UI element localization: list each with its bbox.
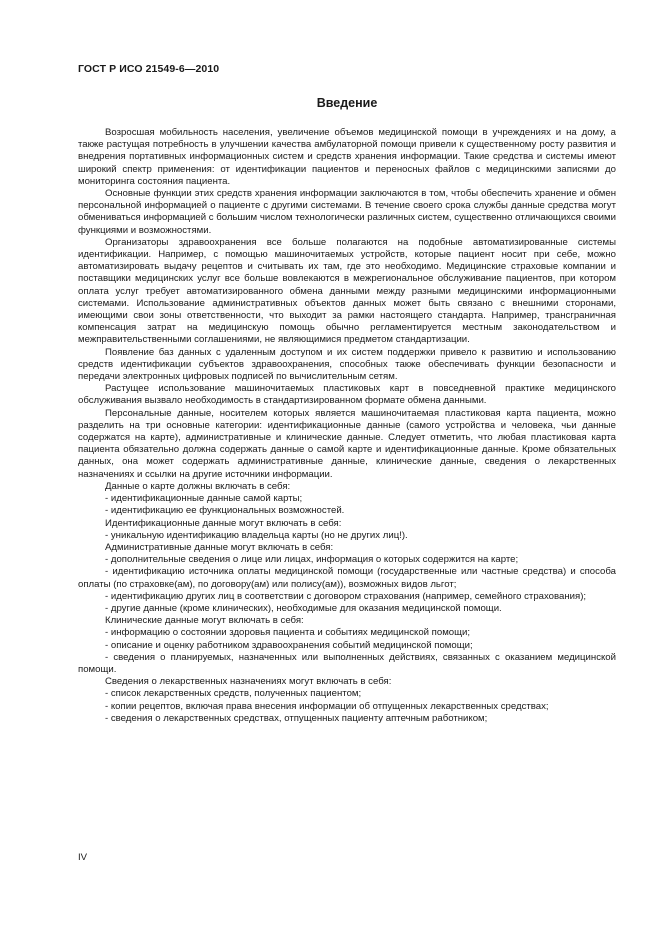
paragraph: Растущее использование машиночитаемых пластиковых карт в повседневной практике медицинского обслуживания вызвало необходимость в стандартизированном формате обмена данными.	[78, 383, 616, 407]
list-item: - копии рецептов, включая права внесения информации об отпущенных лекарственных средствах;	[105, 700, 549, 712]
paragraph: Персональные данные, носителем которых является машиночитаемая пластиковая карта пациента, можно разделить на три основные категории: идентификационные данные (самого устройства и человека, чьи данные содержатся на карте), административные и клинические данные. Следует отметить, что любая пластиковая карта пациента обязательно должна содержать данные о самой карте и идентификационные данные. Кроме обязательных данных, она может содержать административные данные, клинические данные, сведения о лекарственных назначениях и ссылки на другие источники информации.	[78, 407, 616, 480]
list-intro: Клинические данные могут включать в себя:	[105, 615, 304, 627]
list-item: - описание и оценку работником здравоохранения событий медицинской помощи;	[105, 639, 473, 651]
paragraph: Организаторы здравоохранения все больше полагаются на подобные автоматизированные системы идентификации. Например, с помощью машиночитаемых устройств, которые пациент носит при себе, можно автоматизировать выдачу рецептов и считывать их там, где это необходимо. Медицинские страховые компании и поставщики медицинских услуг все больше вовлекаются в межрегиональное обслуживание пациентов, при котором оплата услуг требует автоматизированного обмена данными между разными медицинскими информационными системами. Использование административных объектов данных может быть связано с внешними сторонами, имеющими свои зоны ответственности, что выходит за рамки настоящего стандарта. Например, трансграничная компенсация затрат на медицинскую помощь обычно регламентируется местным законодательством и межправительственными соглашениями, не являющимися предметом стандартизации.	[78, 236, 616, 346]
list-item: - идентификационные данные самой карты;	[105, 493, 303, 505]
list-item: - сведения о лекарственных средствах, отпущенных пациенту аптечным работником;	[105, 712, 488, 724]
paragraph: Основные функции этих средств хранения информации заключаются в том, чтобы обеспечить хранение и обмен персональной информацией о пациенте с другими системами. В течение своего срока службы данные средства могут обмениваться информацией с большим числом технологически различных систем, существенно отличающихся своими функциями и возможностями.	[78, 188, 616, 236]
list-item: - список лекарственных средств, полученных пациентом;	[105, 688, 362, 700]
list-item: - сведения о планируемых, назначенных или выполненных действиях, связанных с оказанием медицинской помощи.	[78, 651, 616, 675]
list-item: - идентификацию источника оплаты медицинской помощи (государственные или частные средства) и способа оплаты (по страховке(ам), по договору(ам) или полису(ам)), возможных видов льгот;	[78, 566, 616, 590]
list-item: - другие данные (кроме клинических), необходимые для оказания медицинской помощи.	[105, 602, 502, 614]
list-intro: Сведения о лекарственных назначениях могут включать в себя:	[105, 676, 392, 688]
list-intro: Данные о карте должны включать в себя:	[105, 480, 291, 492]
list-item: - информацию о состоянии здоровья пациента и событиях медицинской помощи;	[105, 627, 471, 639]
list-intro: Идентификационные данные могут включать в себя:	[105, 517, 342, 529]
list-item: - дополнительные сведения о лице или лицах, информация о которых содержится на карте;	[105, 554, 519, 566]
document-body	[78, 127, 616, 725]
list-item: - идентификацию ее функциональных возможностей.	[105, 505, 345, 517]
list-intro: Административные данные могут включать в себя:	[105, 541, 334, 553]
paragraph: Возросшая мобильность населения, увеличение объемов медицинской помощи в учреждениях и на дому, а также растущая потребность в улучшении качества амбулаторной помощи привели к существенному росту развития и внедрения портативных информационных систем и средств хранения информации. Такие средства и системы имеют широкий спектр применения: от идентификации пациентов и переносных файлов с медицинскими записями до мониторинга состояния пациента.	[78, 127, 616, 187]
paragraph: Появление баз данных с удаленным доступом и их систем поддержки привело к развитию и использованию средств идентификации субъектов здравоохранения, способных также обеспечивать функции безопасности и передачи электронных цифровых подписей по вычислительным сетям.	[78, 346, 616, 383]
page-number: IV	[78, 852, 88, 863]
list-item: - уникальную идентификацию владельца карты (но не других лиц!).	[105, 529, 408, 541]
standard-header: ГОСТ Р ИСО 21549-6—2010	[78, 63, 220, 75]
section-title: Введение	[316, 96, 378, 110]
list-item: - идентификацию других лиц в соответствии с договором страхования (например, семейного страхования);	[105, 590, 587, 602]
